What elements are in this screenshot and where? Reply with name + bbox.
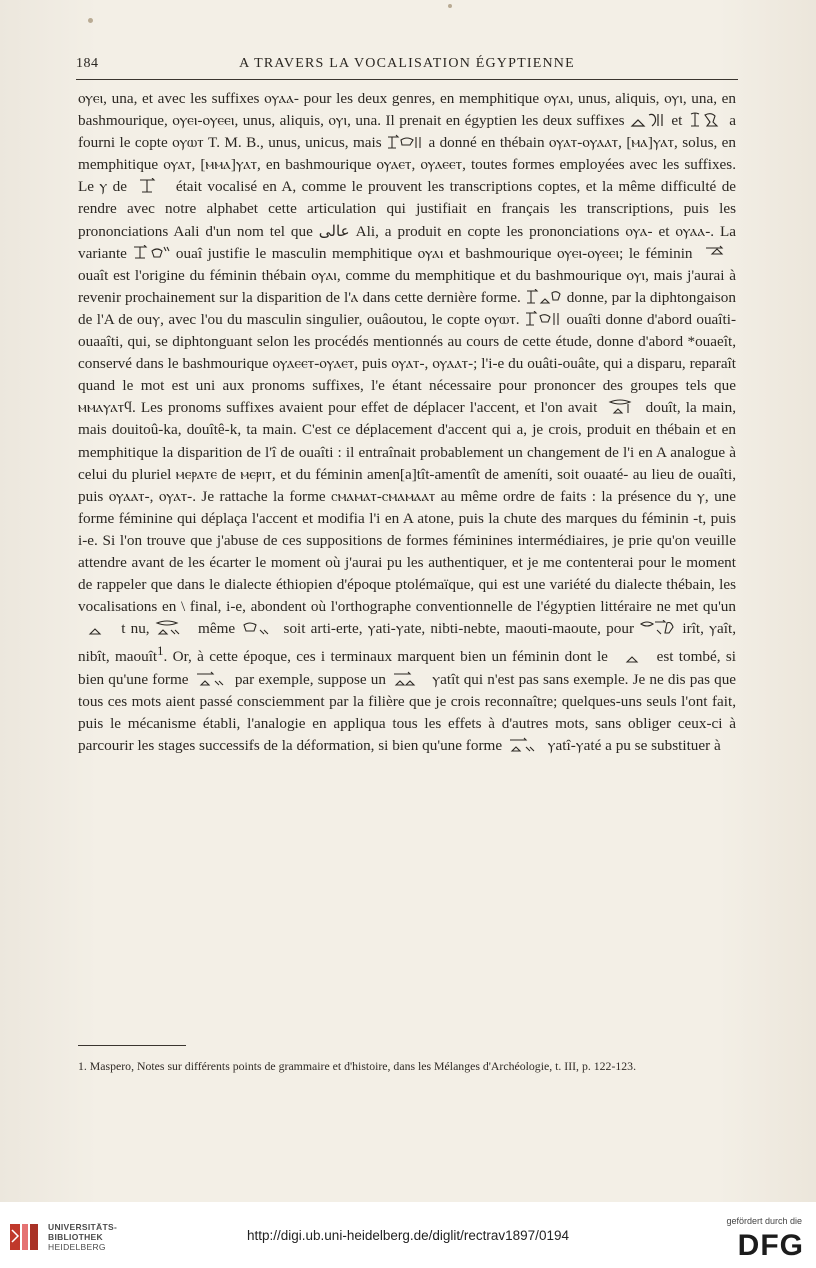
body-segment: ouaîti donne d'abord ouaîti-ouaaîti, qui, se diphtonguant selon les procédés mentionnés au cours de cette étude, donne d'abord *ouaeît, conservé dans le bashmourique ⲟⲩⲁⲉⲉⲧ-ⲟⲩⲁⲉⲧ, puis ⲟⲩⲁⲧ-, ⲟⲩⲁⲁⲧ-; l'i-e du ouâti-ouâte, qui a disparu, reparaît quand le mot est uni aux pronoms suffixes, l'e étant nécessaire pour prononcer des groupes tels que ⲙⲙⲁⲩⲁⲧϥ. Les pronoms suffixes avaient pour effet de déplacer l'accent, et l'on avait [78,310,737,417]
body-segment: donne, par la diphtongaison de l'A de ouⲩ, avec l'ou du masculin singulier, ouâoutou, le copte ⲟⲩⲱⲧ. [78,288,736,328]
body-text [78,88,736,757]
header-rule [76,79,738,80]
body-segment: et [671,112,683,130]
source-url-link[interactable]: http://digi.ub.uni-heidelberg.de/diglit/rectrav1897/0194 [247,1228,569,1243]
body-segment: a fourni le copte ⲟⲩⲱⲧ T. M. B., unus, unicus, mais [78,112,737,152]
digitization-footer [0,1202,816,1268]
body-segment: ⲩatît qui n'est pas sans exemple. Je ne dis pas que tous ces mots aient passé consciemment par la filière que je crois reconnaître; quelques-uns seuls l'ont fait, puis le mécanisme établi, l'analogie en appliqua tous les effets à d'autres mots, sans obliger ceux-ci à parcourir les stages successifs de la déformation, si bien qu'une forme [78,670,737,754]
funded-by-label: gefördert durch die [726,1216,802,1226]
body-segment: t nu, [121,620,150,638]
body-segment: ⲟⲩⲉⲓ, una, et avec les suffixes ⲟⲩⲁⲁ- pour les deux genres, en memphitique ⲟⲩⲁⲓ, unus, aliquis, ⲟⲩⲓ, una, en bashmourique, ⲟⲩⲉⲓ-ⲟⲩⲉⲉⲓ, unus, aliquis, ⲟⲩⲓ, una. Il prenait en égyptien les deux suffixes [78,90,736,130]
hieroglyph-harpoon-bird-pair-icon [132,245,170,261]
footnote: 1. Maspero, Notes sur différents points de grammaire et d'histoire, dans les Mélanges d'Archéologie, t. III, p. 122-123. [78,1059,637,1073]
body-segment: ⲩatî-ⲩaté a pu se substituer à [547,736,721,754]
hieroglyph-harpoon-t-icon [193,671,231,687]
institution-line: UNIVERSITÄTS- [48,1222,118,1232]
body-segment: Or, à cette époque, ces i terminaux marquent bien un féminin dont le [172,648,608,666]
footnote-rule [78,1045,186,1046]
hieroglyph-quail-pair-icon [687,112,725,128]
hieroglyph-ouai-group-icon [629,112,667,128]
body-segment: était vocalisé en A, comme le prouvent les transcriptions coptes, et la même difficulté de rendre avec notre alphabet cette articulation qui justifiait en français les transcriptions, puis les prononciations Aali d'un nom tel que عالى Ali, a produit en copte les prononciations ⲟⲩⲁ- et ⲟⲩⲁⲁ-. La variante [78,178,737,262]
hieroglyph-harpoon-t-icon [506,737,544,753]
hieroglyph-harpoon-quail-icon [524,311,562,327]
hieroglyph-harpoon-t-icon [698,245,736,261]
body-segment: irît, ⲩaît, nibît, maouît [78,620,736,666]
hieroglyph-harpoon-t-icon [602,399,640,415]
body-segment: par exemple, suppose un [234,670,386,688]
running-header [76,56,738,76]
body-segment: soit arti-erte, ⲩati-ⲩate, nibti-nebte, maouti-maoute, pour [283,620,635,638]
hieroglyph-ouai-group-icon [525,289,563,305]
page-number: 184 [76,56,99,71]
scan-speck [448,4,452,8]
hieroglyph-harpoon-t-icon [78,620,116,636]
running-title: A TRAVERS LA VOCALISATION ÉGYPTIENNE [239,56,575,71]
hieroglyph-harpoon-t-icon [613,648,651,664]
body-segment: ouaît est l'origine du féminin thébain ⲟⲩⲁⲓ, comme du memphitique et du bashmourique ⲟⲩⲓ, mais j'aurai à revenir prochainement sur la disparition de l'ⲁ dans cette dernière forme. [78,266,736,306]
body-segment: ouaî justifie le masculin memphitique ⲟⲩⲁⲓ et bashmourique ⲟⲩⲉⲓ-ⲟⲩⲉⲉⲓ; le féminin [175,244,693,262]
footnote-marker: 1 [157,644,164,659]
institution-line: BIBLIOTHEK [48,1232,103,1242]
hieroglyph-ouai-group-icon [155,620,193,636]
scan-speck [88,18,93,23]
dfg-logo: DFG [737,1229,804,1262]
hieroglyph-harpoon-t-icon [390,671,428,687]
body-segment: a donné en thébain ⲟⲩⲁⲧ-ⲟⲩⲁⲁⲧ, [ⲙⲁ]ⲩⲁⲧ, solus, en memphitique ⲟⲩⲁⲧ, [ⲙⲙⲁ]ⲩⲁⲧ, en bashmourique ⲟⲩⲁⲉⲧ, ⲟⲩⲁⲉⲉⲧ, toutes formes employées avec les suffixes. Le ⲩ de [78,134,737,196]
hieroglyph-quail-pair-icon [240,620,278,636]
hieroglyph-ouai-group-icon [639,620,677,636]
body-segment: douît, la main, mais douitoû-ka, douîtê-k, ta main. C'est ce déplacement d'accent qui a, je crois, produit en thébain et en memphitique la disparition de l'î de ouaîti : il entraînait probablement un changement de l'i en A analogue à celui du pluriel ⲙⲉⲣⲁⲧⲉ de ⲙⲉⲣⲓⲧ, et du féminin amen[a]tît-amentît de ameníti, soit ouaaté- au lieu de ouaîti, puis ⲟⲩⲁⲁⲧ-, ⲟⲩⲁⲧ-. Je rattache la forme ⲥⲙⲁⲙⲁⲧ-ⲥⲙⲁⲙⲁⲁⲧ au même ordre de faits : la présence du ⲩ, une forme féminine qui déplaça l'accent et modifia l'i en A atone, puis la chute des marques du féminin -t, puis i-e. Si l'on trouve que j'abuse de ces suppositions de formes féminines intermédiaires, je prie qu'on veuille attendre avant de les écarter le moment où j'aurai pu les authentiquer, et je me contenterai pour le moment de rappeler que dans le dialecte éthiopien d'époque ptolémaïque, qui est une variété du dialecte thébain, les vocalisations en \ final, i-e, abondent où l'orthographe conventionnelle de l'égyptien littéraire ne met qu'un [78,399,737,616]
institution-line: HEIDELBERG [48,1242,106,1252]
body-segment: même [198,620,236,638]
hieroglyph-harpoon-quail-icon [386,134,424,150]
paragraph: ⲟⲩⲉⲓ, una, et avec les suffixes ⲟⲩⲁⲁ- pour les deux genres, en memphitique ⲟⲩⲁⲓ, unus, aliquis, ⲟⲩⲓ, una, en bashmourique, ⲟⲩⲉⲓ-ⲟⲩⲉⲉⲓ, unus, aliquis, ⲟⲩⲓ, una. Il prenait en égyptien les deux suffixes et a fourni le copte ⲟⲩⲱⲧ T. M. B., unus, unicus, mais a donné en thébain ⲟⲩⲁⲧ-ⲟⲩⲁⲁⲧ, [ⲙⲁ]ⲩⲁⲧ, solus, en memphitique ⲟⲩⲁⲧ, [ⲙⲙⲁ]ⲩⲁⲧ, en bashmourique ⲟⲩⲁⲉⲧ, ⲟⲩⲁⲉⲉⲧ, toutes formes employées avec les suffixes. Le ⲩ de était vocalisé en A, comme le prouvent les transcriptions coptes, et la même difficulté de rendre avec notre alphabet cette articulation qui justifiait en français les transcriptions, puis les prononciations Aali d'un nom tel que عالى Ali, a produit en copte les prononciations ⲟⲩⲁ- et ⲟⲩⲁⲁ-. La variante ouaî justifie le masculin memphitique ⲟⲩⲁⲓ et bashmourique ⲟⲩⲉⲓ-ⲟⲩⲉⲉⲓ; le féminin ouaît est l'origine du féminin thébain ⲟⲩⲁⲓ, comme du memphitique et du bashmourique ⲟⲩⲓ, mais j'aurai à revenir prochainement sur la disparition de l'ⲁ dans cette dernière forme. donne, par la diphtongaison de l'A de ouⲩ, avec l'ou du masculin singulier, ouâoutou, le copte ⲟⲩⲱⲧ. ouaîti donne d'abord ouaîti-ouaaîti, qui, se diphtonguant selon les procédés mentionnés au cours de cette étude, donne d'abord *ouaeît, conservé dans le bashmourique ⲟⲩⲁⲉⲉⲧ-ⲟⲩⲁⲉⲧ, puis ⲟⲩⲁⲧ-, ⲟⲩⲁⲁⲧ-; l'i-e du ouâti-ouâte, qui a disparu, reparaît quand le mot est uni aux pronoms suffixes, l'e étant nécessaire pour prononcer des groupes tels que ⲙⲙⲁⲩⲁⲧϥ. Les pronoms suffixes avaient pour effet de déplacer l'accent, et l'on avait douît, la main, mais douitoû-ka, douîtê-k, ta main. C'est ce déplacement d'accent qui a, je crois, produit en thébain et en memphitique la disparition de l'î de ouaîti : il entraînait probablement un changement de l'i en A analogue à celui du pluriel ⲙⲉⲣⲁⲧⲉ de ⲙⲉⲣⲓⲧ, et du féminin amen[a]tît-amentît de ameníti, soit ouaaté- au lieu de ouaîti, puis ⲟⲩⲁⲁⲧ-, ⲟⲩⲁⲧ-. Je rattache la forme ⲥⲙⲁⲙⲁⲧ-ⲥⲙⲁⲙⲁⲁⲧ au même ordre de faits : la présence du ⲩ, une forme féminine qui déplaça l'accent et modifia l'i en A atone, puis la chute des marques du féminin -t, puis i-e. Si l'on trouve que j'abuse de ces suppositions de formes féminines intermédiaires, je prie qu'on veuille attendre avant de les écarter le moment où j'aurai pu les authentiquer, et je me contenterai pour le moment de rappeler que dans le dialecte éthiopien d'époque ptolémaïque, qui est une variété du dialecte thébain, les vocalisations en \ final, i-e, abondent où l'orthographe conventionnelle de l'égyptien littéraire ne met qu'un t nu, même soit arti-erte, ⲩati-ⲩate, nibti-nebte, maouti-maoute, pour irît, ⲩaît, nibît, maouît$^1$. Or, à cette époque, ces i terminaux marquent bien un féminin dont le est tombé, si bien qu'une forme par exemple, suppose un ⲩatît qui n'est pas sans exemple. Je ne dis pas que tous ces mots aient passé consciemment par la filière que je crois reconnaître; quelques-uns seuls l'ont fait, puis le mécanisme établi, l'analogie en appliqua tous les effets à d'autres mots, sans obliger ceux-ci à parcourir les stages successifs de la déformation, si bien qu'une forme ⲩatî-ⲩaté a pu se substituer à [78,90,737,754]
hieroglyph-harpoon-t-icon [132,178,170,194]
body-segment: est tombé, si bien qu'une forme [78,648,737,688]
